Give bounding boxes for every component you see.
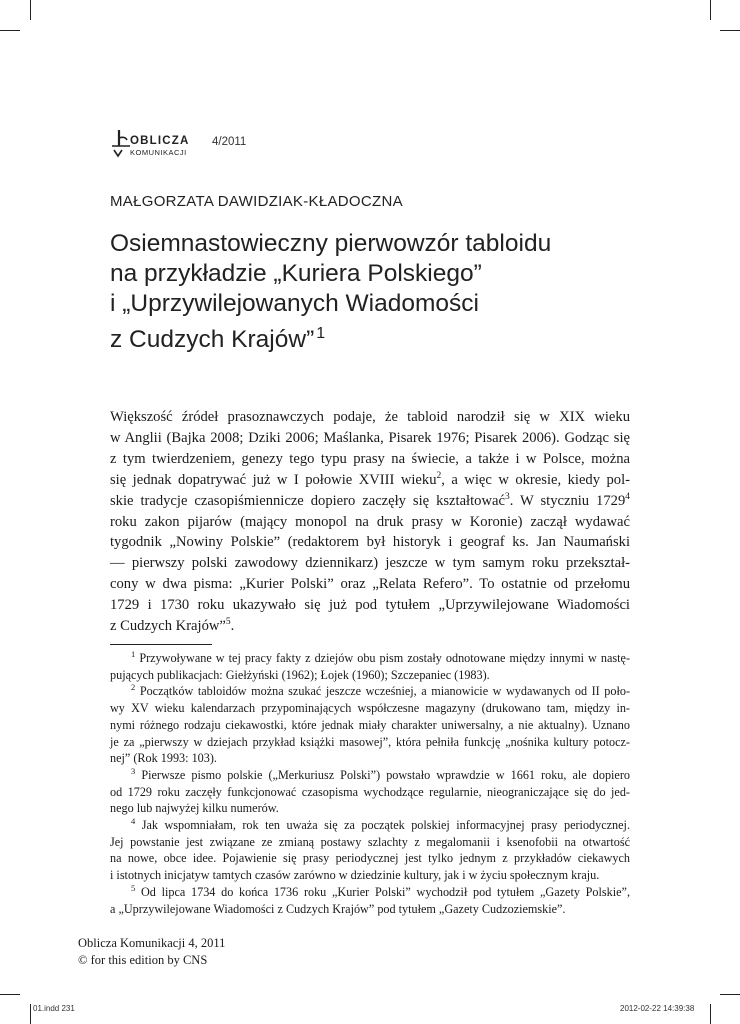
footnote-line: i istotnych inicjatyw tamtych czasów zarówno w dziedzinie kultury, jak i w życiu społecznym kraju. [110,868,600,883]
footnote-line: nymi różnego rodzaju ciekawostki, które jednak miały charakter uniwersalny, a nie aktualny). Uznano [110,717,630,732]
journal-logo-icon [110,128,132,158]
body-text: w Anglii (Bajka 2008; Dziki 2006; Maślanka, Pisarek 1976; Pisarek 2006). Godząc się [110,429,630,446]
footnote-line: nego lub najwyżej kilku numerów. [110,801,279,816]
footnote-line: je za „pierwszy w dziejach przykład książki masowej”, która pełniła funkcję „nośnika kultury potocz- [110,734,630,749]
footnote-text: Przywoływane w tej pracy fakty z dziejów obu pism zostały odnotowane między innymi w nastę- [139,651,631,665]
body-text: z tym twierdzeniem, genezy tego typu prasy na świecie, a także i w Polsce, można [110,450,630,467]
body-line [110,574,630,595]
body-text: . [230,618,235,635]
crop-mark [710,1004,711,1024]
slug-timestamp: 2012-02-22 14:39:38 [620,1004,695,1013]
footnote-line: wy XV wieku kalendarzach przypominających współczesne magazyny (drukowano tam, między in- [110,701,630,716]
title-line-text: z Cudzych Krajów” [110,326,315,353]
title-line: na przykładzie „Kuriera Polskiego” [110,260,482,287]
body-line [110,407,630,428]
footnote-line [110,767,630,784]
footnote-line: od 1729 roku zaczęły funkcjonować czasopisma wychodzące regularnie, nieograniczające się do jed- [110,784,630,799]
footnote-number: 3 [131,765,136,776]
credits-copyright: © for this edition by CNS [78,953,208,967]
footnote-line: pujących publikacjach: Giełżyński (1962); Łojek (1960); Szczepaniec (1983). [110,667,490,682]
body-text: z Cudzych Krajów” [110,618,226,635]
footnote-line [110,650,630,667]
crop-mark [720,994,740,995]
body-text: cony w dwa pisma: „Kurier Polski” oraz „Relata Refero”. To ostatnie od przełomu [110,576,630,593]
body-line [110,470,630,491]
footnote-ref: 5 [225,617,231,628]
footnote-line [110,683,630,700]
crop-mark [30,1004,31,1024]
footnote-line: na nowe, obce idee. Pojawienie się prasy periodycznej jest tylko jednym z przykładów ciekawych [110,851,630,866]
publication-credits [78,935,225,969]
footnote-number: 1 [131,649,136,659]
slug-filename: 01.indd 231 [33,1004,75,1013]
body-line [110,449,630,470]
body-text: — pierwszy polski zawodowy dziennikarz) jeszcze w tym samym roku przekształ- [110,555,630,572]
footnote-number: 4 [131,816,136,827]
footnote-line: nej” (Rok 1993: 103). [110,751,217,766]
body-text: się jednak dopatrywać już w I połowie XVIII wieku [110,471,437,488]
crop-mark [720,30,740,31]
body-text: roku zakon pijarów (mający monopol na druk prasy w Koronie) zaczął wydawać [110,513,630,530]
body-line [110,532,630,553]
logo-wordmark: OBLICZA [130,135,190,147]
footnote-line [110,884,630,901]
body-line [110,616,630,637]
crop-mark [0,30,20,31]
body-text: skie tradycje czasopiśmiennicze dopiero zaczęły się kształtować [110,492,505,509]
crop-mark [30,0,31,20]
body-line [110,553,630,574]
footnote-ref: 4 [625,491,630,502]
article-author: MAŁGORZATA DAWIDZIAK-KŁADOCZNA [110,193,403,210]
footnote-number: 5 [131,882,136,893]
crop-mark [0,994,20,995]
footnote-text: Pierwsze pismo polskie („Merkuriusz Polski”) powstało wprawdzie w 1661 roku, ale dopiero [141,767,630,782]
footnote-line [110,817,630,834]
title-line: Osiemnastowieczny pierwowzór tabloidu [110,230,552,257]
logo-subtitle: KOMUNIKACJI [130,148,187,157]
body-text: tygodnik „Nowiny Polskie” (redaktorem był historyk i geograf ks. Jan Naumański [110,534,630,551]
footnote-text: Jak wspomniałam, rok ten uważa się za początek polskiej informacyjnej prasy periodycznej. [141,818,630,833]
body-line [110,491,630,512]
footnote-line: Jej powstanie jest związane ze zmianą postawy szlachty z megalomanii i ksenofobii na otwartość [110,834,630,849]
body-paragraph [110,407,630,637]
body-line [110,428,630,449]
journal-logo [110,128,210,158]
footnote-line: a „Uprzywilejowane Wiadomości z Cudzych Krajów” pod tytułem „Gazety Cudzoziemskie”. [110,901,566,916]
footnote-text: Początków tabloidów można szukać jeszcze wcześniej, a mianowicie w wydawanych od II poło- [139,684,631,699]
footnote-text: Od lipca 1734 do końca 1736 roku „Kurier Polski” wychodził pod tytułem „Gazety Polskie”, [140,884,630,899]
credits-journal: Oblicza Komunikacji 4, 2011 [78,936,226,950]
title-line: i „Uprzywilejowanych Wiadomości [110,290,479,317]
footnote-separator [110,644,212,645]
footnote-ref: 3 [504,491,510,502]
footnotes [110,650,630,917]
article-title [110,229,670,355]
body-text: Większość źródeł prasoznawczych podaje, że tabloid narodził się w XIX wieku [110,409,630,425]
body-text: 1729 i 1730 roku ukazywało się już pod tytułem „Uprzywilejowane Wiadomości [110,597,630,614]
footnote-number: 2 [131,682,136,693]
title-line [110,319,670,355]
body-line [110,512,630,533]
issue-number: 4/2011 [212,136,247,148]
crop-mark [710,0,711,20]
body-text: . W styczniu 1729 [509,492,626,509]
footnote-ref: 2 [436,470,442,481]
body-line [110,595,630,616]
title-footnote-mark: 1 [316,325,326,342]
body-text: , a więc w okresie, kiedy pol- [441,471,630,488]
